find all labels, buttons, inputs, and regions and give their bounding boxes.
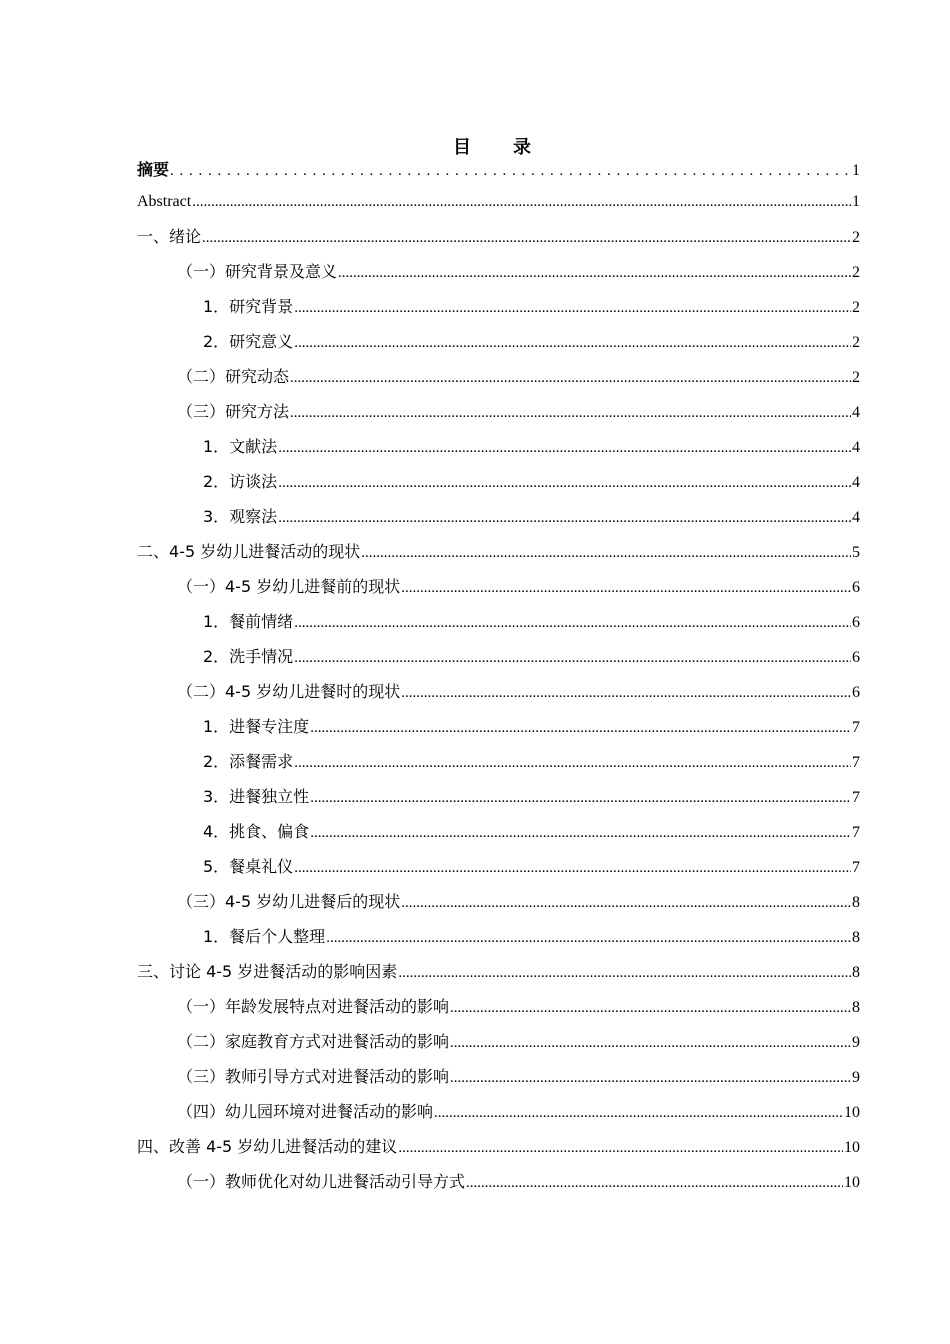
toc-entry-label: （一）研究背景及意义 <box>177 262 338 281</box>
toc-dot-leader <box>294 296 851 320</box>
toc-page-number: 8 <box>852 894 860 911</box>
toc-dot-leader <box>338 261 851 285</box>
toc-entry-section-1-2[interactable] <box>137 363 860 398</box>
toc-page-number: 8 <box>852 929 860 946</box>
toc-page-number: 7 <box>852 789 860 806</box>
toc-dot-leader <box>450 996 851 1020</box>
toc-dot-leader <box>450 1031 851 1055</box>
toc-page-number: 6 <box>852 579 860 596</box>
toc-page-number: 2 <box>852 369 860 386</box>
toc-entry-section-1-1[interactable] <box>137 258 860 293</box>
toc-page-number: 10 <box>844 1104 860 1121</box>
toc-entry-label: （二）4-5 岁幼儿进餐时的现状 <box>177 682 401 701</box>
toc-entry-abstract-en[interactable] <box>137 188 860 223</box>
toc-dot-leader <box>398 961 851 985</box>
toc-entry-chapter-3[interactable] <box>137 958 860 993</box>
toc-entry-section-3-3[interactable] <box>137 1063 860 1098</box>
toc-entry-label: 1．餐后个人整理 <box>203 927 326 946</box>
toc-entry-label: （一）4-5 岁幼儿进餐前的现状 <box>177 577 401 596</box>
toc-page-number: 8 <box>852 964 860 981</box>
toc-entry-subsection-1-3-2[interactable] <box>137 468 860 503</box>
toc-page-number: 7 <box>852 824 860 841</box>
toc-dot-leader <box>310 821 851 845</box>
toc-page-number: 4 <box>852 439 860 456</box>
toc-entry-chapter-1[interactable] <box>137 223 860 258</box>
toc-dot-leader <box>361 541 851 565</box>
toc-entry-label: 1．研究背景 <box>203 297 294 316</box>
toc-entry-section-4-1[interactable] <box>137 1168 860 1203</box>
toc-entry-abstract-cn[interactable] <box>137 158 860 188</box>
toc-dot-leader <box>310 786 851 810</box>
toc-entry-label: （四）幼儿园环境对进餐活动的影响 <box>177 1102 434 1121</box>
toc-entry-subsection-2-1-1[interactable] <box>137 608 860 643</box>
toc-dot-leader <box>466 1171 843 1195</box>
toc-dot-leader <box>278 506 851 530</box>
toc-entry-label: （三）教师引导方式对进餐活动的影响 <box>177 1067 450 1086</box>
toc-dot-leader <box>278 471 851 495</box>
toc-dot-leader <box>310 716 851 740</box>
toc-page-number: 10 <box>844 1139 860 1156</box>
toc-page-number: 4 <box>852 404 860 421</box>
toc-entry-label: 二、4-5 岁幼儿进餐活动的现状 <box>137 542 361 561</box>
toc-dot-leader <box>326 926 851 950</box>
toc-entry-subsection-2-2-4[interactable] <box>137 818 860 853</box>
table-of-contents <box>137 158 860 1203</box>
toc-page-number: 7 <box>852 754 860 771</box>
toc-dot-leader <box>401 891 851 915</box>
toc-page-number: 4 <box>852 509 860 526</box>
toc-dot-leader <box>192 190 851 214</box>
toc-entry-section-3-4[interactable] <box>137 1098 860 1133</box>
toc-dot-leader <box>401 681 851 705</box>
toc-dot-leader <box>294 646 851 670</box>
toc-entry-subsection-2-2-2[interactable] <box>137 748 860 783</box>
toc-entry-label: 2．洗手情况 <box>203 647 294 666</box>
toc-entry-section-2-3[interactable] <box>137 888 860 923</box>
toc-entry-section-1-3[interactable] <box>137 398 860 433</box>
toc-entry-section-3-1[interactable] <box>137 993 860 1028</box>
toc-dot-leader <box>278 436 851 460</box>
toc-entry-label: 1．文献法 <box>203 437 278 456</box>
toc-entry-subsection-2-2-5[interactable] <box>137 853 860 888</box>
toc-page-number: 9 <box>852 1069 860 1086</box>
toc-entry-label: 2．添餐需求 <box>203 752 294 771</box>
toc-entry-label: 4．挑食、偏食 <box>203 822 310 841</box>
toc-entry-section-3-2[interactable] <box>137 1028 860 1063</box>
toc-dot-leader <box>434 1101 843 1125</box>
toc-dot-leader <box>401 576 851 600</box>
toc-entry-chapter-4[interactable] <box>137 1133 860 1168</box>
toc-entry-subsection-2-2-3[interactable] <box>137 783 860 818</box>
toc-entry-subsection-1-1-2[interactable] <box>137 328 860 363</box>
toc-entry-subsection-1-3-1[interactable] <box>137 433 860 468</box>
toc-entry-label: 一、绪论 <box>137 227 202 246</box>
toc-entry-label: 2．访谈法 <box>203 472 278 491</box>
toc-dot-leader <box>294 611 851 635</box>
toc-entry-subsection-1-3-3[interactable] <box>137 503 860 538</box>
toc-entry-label: 5．餐桌礼仪 <box>203 857 294 876</box>
toc-entry-section-2-1[interactable] <box>137 573 860 608</box>
toc-entry-label: 3．进餐独立性 <box>203 787 310 806</box>
toc-entry-label: Abstract <box>137 193 192 210</box>
toc-entry-label: 1．进餐专注度 <box>203 717 310 736</box>
toc-entry-section-2-2[interactable] <box>137 678 860 713</box>
toc-page-number: 6 <box>852 614 860 631</box>
toc-entry-label: 摘要 <box>137 160 170 179</box>
toc-entry-label: （一）教师优化对幼儿进餐活动引导方式 <box>177 1172 466 1191</box>
toc-entry-label: （二）家庭教育方式对进餐活动的影响 <box>177 1032 450 1051</box>
toc-page-number: 1 <box>852 162 860 179</box>
toc-entry-label: 2．研究意义 <box>203 332 294 351</box>
toc-page-number: 7 <box>852 719 860 736</box>
toc-page-number: 4 <box>852 474 860 491</box>
toc-page-number: 7 <box>852 859 860 876</box>
toc-page-number: 2 <box>852 264 860 281</box>
toc-dot-leader <box>294 856 851 880</box>
toc-title: 目 录 <box>453 137 543 158</box>
toc-page-number: 5 <box>852 544 860 561</box>
toc-dot-leader <box>294 331 851 355</box>
toc-entry-subsection-1-1-1[interactable] <box>137 293 860 328</box>
toc-page-number: 6 <box>852 649 860 666</box>
toc-dot-leader <box>202 226 851 250</box>
toc-dot-leader <box>450 1066 851 1090</box>
toc-entry-label: （三）研究方法 <box>177 402 290 421</box>
toc-dot-leader <box>170 159 851 183</box>
toc-entry-chapter-2[interactable] <box>137 538 860 573</box>
toc-entry-label: 3．观察法 <box>203 507 278 526</box>
toc-dot-leader <box>290 366 851 390</box>
toc-page-number: 1 <box>852 193 860 210</box>
toc-page-number: 6 <box>852 684 860 701</box>
toc-entry-label: （一）年龄发展特点对进餐活动的影响 <box>177 997 450 1016</box>
toc-entry-label: （三）4-5 岁幼儿进餐后的现状 <box>177 892 401 911</box>
toc-page-number: 9 <box>852 1034 860 1051</box>
toc-page-number: 8 <box>852 999 860 1016</box>
toc-dot-leader <box>294 751 851 775</box>
toc-page-number: 2 <box>852 334 860 351</box>
toc-entry-subsection-2-2-1[interactable] <box>137 713 860 748</box>
toc-page-number: 10 <box>844 1174 860 1191</box>
toc-entry-label: 1．餐前情绪 <box>203 612 294 631</box>
toc-page-number: 2 <box>852 229 860 246</box>
toc-entry-label: （二）研究动态 <box>177 367 290 386</box>
toc-entry-label: 四、改善 4-5 岁幼儿进餐活动的建议 <box>137 1137 398 1156</box>
toc-entry-label: 三、讨论 4-5 岁进餐活动的影响因素 <box>137 962 398 981</box>
toc-entry-subsection-2-3-1[interactable] <box>137 923 860 958</box>
toc-dot-leader <box>290 401 851 425</box>
toc-entry-subsection-2-1-2[interactable] <box>137 643 860 678</box>
toc-dot-leader <box>398 1136 843 1160</box>
toc-page-number: 2 <box>852 299 860 316</box>
